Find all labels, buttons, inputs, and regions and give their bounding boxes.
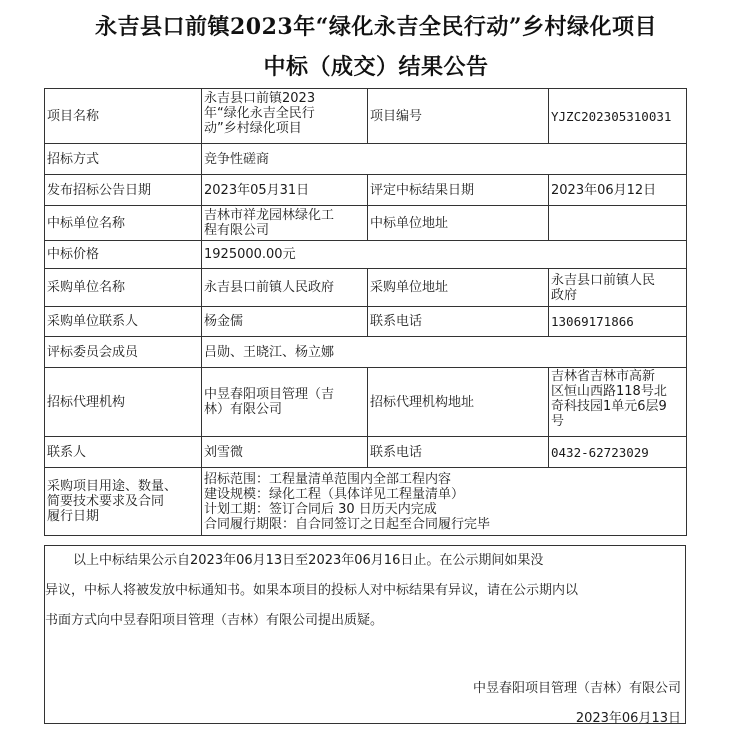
notice-line: 异议，中标人将被发放中标通知书。如果本项目的投标人对中标结果有异议，请在公示期内以 — [45, 583, 579, 598]
project-name-value — [202, 89, 368, 144]
notice-box — [44, 545, 686, 724]
agency-line: 中昱春阳项目管理（吉 — [204, 387, 335, 402]
project-no-label: 项目编号 — [368, 89, 549, 144]
signature: 中昱春阳项目管理（吉林）有限公司 — [472, 681, 681, 696]
contact-phone-value: 0432-62723029 — [549, 437, 687, 468]
page-title: 永吉县口前镇2023年“绿化永吉全民行动”乡村绿化项目 — [94, 14, 658, 40]
agency-addr-value — [549, 368, 687, 437]
usage-label-line: 履行日期 — [47, 509, 100, 524]
price-label: 中标价格 — [45, 241, 202, 269]
buyer-addr-value — [549, 269, 687, 307]
buyer-contact-value: 杨金儒 — [202, 307, 368, 337]
usage-line: 合同履行期限：自合同签订之日起至合同履行完毕 — [204, 516, 491, 532]
buyer-addr-line: 永吉县口前镇人民 — [551, 272, 656, 288]
winner-addr-value — [549, 206, 687, 241]
notice-line: 以上中标结果公示自2023年06月13日至2023年06月16日止。在公示期间如果没 — [73, 553, 544, 568]
committee-label: 评标委员会成员 — [45, 337, 202, 368]
buyer-value: 永吉县口前镇人民政府 — [202, 269, 368, 307]
project-no-value: YJZC202305310031 — [549, 89, 687, 144]
table-row — [45, 241, 687, 269]
table-row — [45, 269, 687, 307]
project-name-label: 项目名称 — [45, 89, 202, 144]
table-row — [45, 206, 687, 241]
contact-value: 刘雪微 — [202, 437, 368, 468]
winner-addr-label: 中标单位地址 — [368, 206, 549, 241]
table-row — [45, 307, 687, 337]
table-row — [45, 437, 687, 468]
signature-date: 2023年06月13日 — [575, 711, 681, 726]
table-row — [45, 468, 687, 536]
agency-value — [202, 368, 368, 437]
table-row — [45, 175, 687, 206]
winner-label: 中标单位名称 — [45, 206, 202, 241]
table-row — [45, 89, 687, 144]
agency-label: 招标代理机构 — [45, 368, 202, 437]
result-date-label: 评定中标结果日期 — [368, 175, 549, 206]
publish-date-value: 2023年05月31日 — [202, 175, 368, 206]
agency-line: 林）有限公司 — [204, 402, 283, 417]
buyer-phone-label: 联系电话 — [368, 307, 549, 337]
table-row — [45, 144, 687, 175]
agency-addr-line: 号 — [551, 414, 565, 429]
method-value: 竞争性磋商 — [202, 144, 687, 175]
buyer-addr-label: 采购单位地址 — [368, 269, 549, 307]
usage-line: 计划工期：签订合同后 30 日历天内完成 — [204, 501, 437, 517]
winner-line: 程有限公司 — [204, 223, 270, 238]
buyer-addr-line: 政府 — [551, 287, 578, 303]
notice-line: 书面方式向中昱春阳项目管理（吉林）有限公司提出质疑。 — [45, 613, 384, 628]
table-row — [45, 368, 687, 437]
table-row — [45, 337, 687, 368]
agency-addr-line: 吉林省吉林市高新 — [551, 369, 656, 384]
publish-date-label: 发布招标公告日期 — [45, 175, 202, 206]
usage-label — [45, 468, 202, 536]
page-subtitle: 中标（成交）结果公告 — [263, 54, 489, 80]
usage-line: 建设规模：绿化工程（具体详见工程量清单） — [204, 486, 465, 502]
agency-addr-line: 区恒山西路118号北 — [551, 384, 667, 399]
result-date-value: 2023年06月12日 — [549, 175, 687, 206]
agency-addr-label: 招标代理机构地址 — [368, 368, 549, 437]
buyer-label: 采购单位名称 — [45, 269, 202, 307]
agency-addr-line: 奇科技园1单元6层9 — [551, 399, 667, 414]
price-value: 1925000.00元 — [202, 241, 687, 269]
buyer-phone-value: 13069171866 — [549, 307, 687, 337]
usage-label-line: 简要技术要求及合同 — [47, 494, 165, 509]
announcement-table — [44, 88, 687, 536]
buyer-contact-label: 采购单位联系人 — [45, 307, 202, 337]
contact-label: 联系人 — [45, 437, 202, 468]
project-name-line: 动”乡村绿化项目 — [204, 121, 302, 136]
committee-value: 吕勋、王晓江、杨立娜 — [202, 337, 687, 368]
usage-value — [202, 468, 687, 536]
project-name-line: 永吉县口前镇2023 — [204, 91, 316, 106]
winner-value — [202, 206, 368, 241]
project-name-line: 年“绿化永吉全民行 — [204, 106, 315, 121]
winner-line: 吉林市祥龙园林绿化工 — [204, 208, 335, 223]
contact-phone-label: 联系电话 — [368, 437, 549, 468]
usage-line: 招标范围：工程量清单范围内全部工程内容 — [204, 471, 452, 487]
method-label: 招标方式 — [45, 144, 202, 175]
usage-label-line: 采购项目用途、数量、 — [47, 479, 178, 494]
